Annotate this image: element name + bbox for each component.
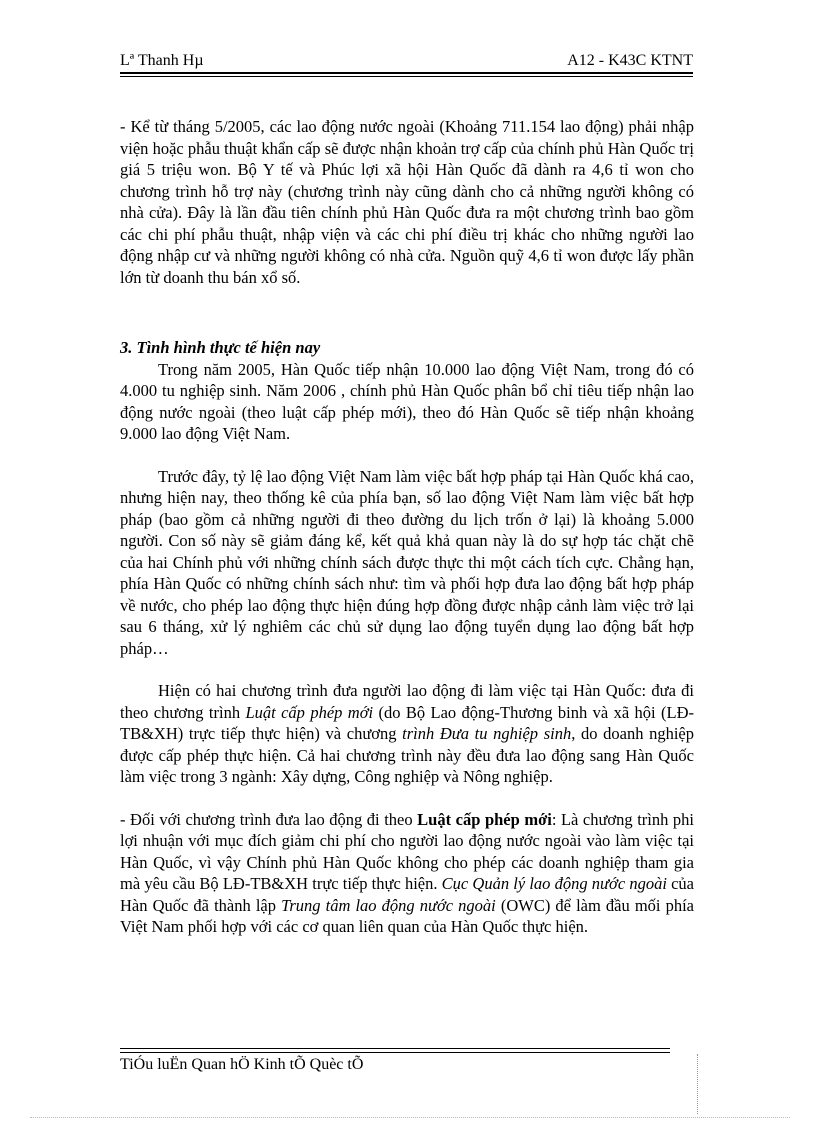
footer-rule-bottom <box>120 1052 670 1053</box>
paragraph-illegal-workers: Trước đây, tỷ lệ lao động Việt Nam làm việc bất hợp pháp tại Hàn Quốc khá cao, nhưng hiện nay, theo thống kê của phía bạn, số lao động Việt Nam làm việc bất hợp pháp (bao gồm cả những người đi theo đường du lịch trốn ở lại) là khoảng 5.000 người. Con số này sẽ giảm đáng kể, kết quả khả quan này là do sự hợp tác chặt chẽ của hai Chính phủ với những chính sách được thực thi một cách tích cực. Chẳng hạn, phía Hàn Quốc có những chính sách như: tìm và phối hợp đưa lao động bất hợp pháp về nước, cho phép lao động thực hiện đúng hợp đồng được nhập cảnh làm việc trở lại sau 6 tháng, xử lý nghiêm các chủ sử dụng lao động tuyển dụng lao động bất hợp pháp… <box>120 466 694 658</box>
agency-name: Cục Quản lý lao động nước ngoài <box>441 874 667 893</box>
paragraph-support-program: - Kể từ tháng 5/2005, các lao động nước ngoài (Khoảng 711.154 lao động) phải nhập viện hoặc phẫu thuật khẩn cấp sẽ được nhận khoản trợ cấp của chính phủ Hàn Quốc trị giá 5 triệu won. Bộ Y tế và Phúc lợi xã hội Hàn Quốc đã dành ra 4,6 tỉ won cho chương trình hỗ trợ này (chương trình này cũng dành cho cả những người không có nhà cửa). Đây là lần đầu tiên chính phủ Hàn Quốc đưa ra một chương trình bao gồm các chi phí phẫu thuật, nhập viện và các chi phí điều trị khác cho những người lao động nhập cư và những người không có nhà cửa. Nguồn quỹ 4,6 tỉ won được lấy phần lớn từ doanh thu bán xổ số. <box>120 117 694 287</box>
paragraph-2005-stats: Trong năm 2005, Hàn Quốc tiếp nhận 10.000 lao động Việt Nam, trong đó có 4.000 tu nghiệp sinh. Năm 2006 , chính phủ Hàn Quốc phân bổ chỉ tiêu tiếp nhận lao động nước ngoài (theo luật cấp phép mới), theo đó Hàn Quốc sẽ tiếp nhận khoảng 9.000 lao động Việt Nam. <box>120 359 694 443</box>
header-rule <box>120 76 693 77</box>
center-name: Trung tâm lao động nước ngoài <box>281 895 496 915</box>
section-heading: 3. Tình hình thực tế hiện nay <box>120 338 321 357</box>
class-code: A12 - K43C KTNT <box>567 52 693 69</box>
program-name-trainee: trình Đưa tu nghiệp sinh <box>402 724 572 743</box>
paragraph-two-programs: Hiện có hai chương trình đưa người lao động đi làm việc tại Hàn Quốc: đưa đi theo chương trình Luật cấp phép mới (do Bộ Lao động-Thương binh và xã hội (LĐ-TB&XH) trực tiếp thực hiện) và chương trình Đưa tu nghiệp sinh, do doanh nghiệp được cấp phép thực hiện. Cả hai chương trình này đều đưa lao động sang Hàn Quốc làm việc trong 3 ngành: Xây dựng, Công nghiệp và Nông nghiệp. <box>120 681 694 786</box>
author-name: Lª Thanh Hµ <box>120 52 204 69</box>
bold-permit-law: Luật cấp phép mới <box>417 809 552 829</box>
paragraph-permit-program: - Đối với chương trình đưa lao động đi theo Luật cấp phép mới: Là chương trình phi lợi nhuận với mục đích giảm chi phí cho người lao động nước ngoài vào làm việc tại Hàn Quốc, vì vậy Chính phủ Hàn Quốc không cho phép các doanh nghiệp tham gia mà yêu cầu Bộ LĐ-TB&XH trực tiếp thực hiện. Cục Quản lý lao động nước ngoài của Hàn Quốc đã thành lập Trung tâm lao động nước ngoài (OWC) để làm đầu mối phía Việt Nam phối hợp với các cơ quan liên quan của Hàn Quốc thực hiện. <box>120 809 695 936</box>
page-header <box>120 52 693 74</box>
page-edge-guide <box>30 1117 790 1118</box>
margin-guide <box>697 1054 699 1114</box>
footer-rule-top <box>120 1048 670 1049</box>
program-name-permit-law: Luật cấp phép mới <box>245 702 374 722</box>
page-footer: TiÓu luËn Quan hÖ Kinh tÕ Quèc tÕ <box>120 1056 364 1073</box>
document-body <box>120 116 694 938</box>
